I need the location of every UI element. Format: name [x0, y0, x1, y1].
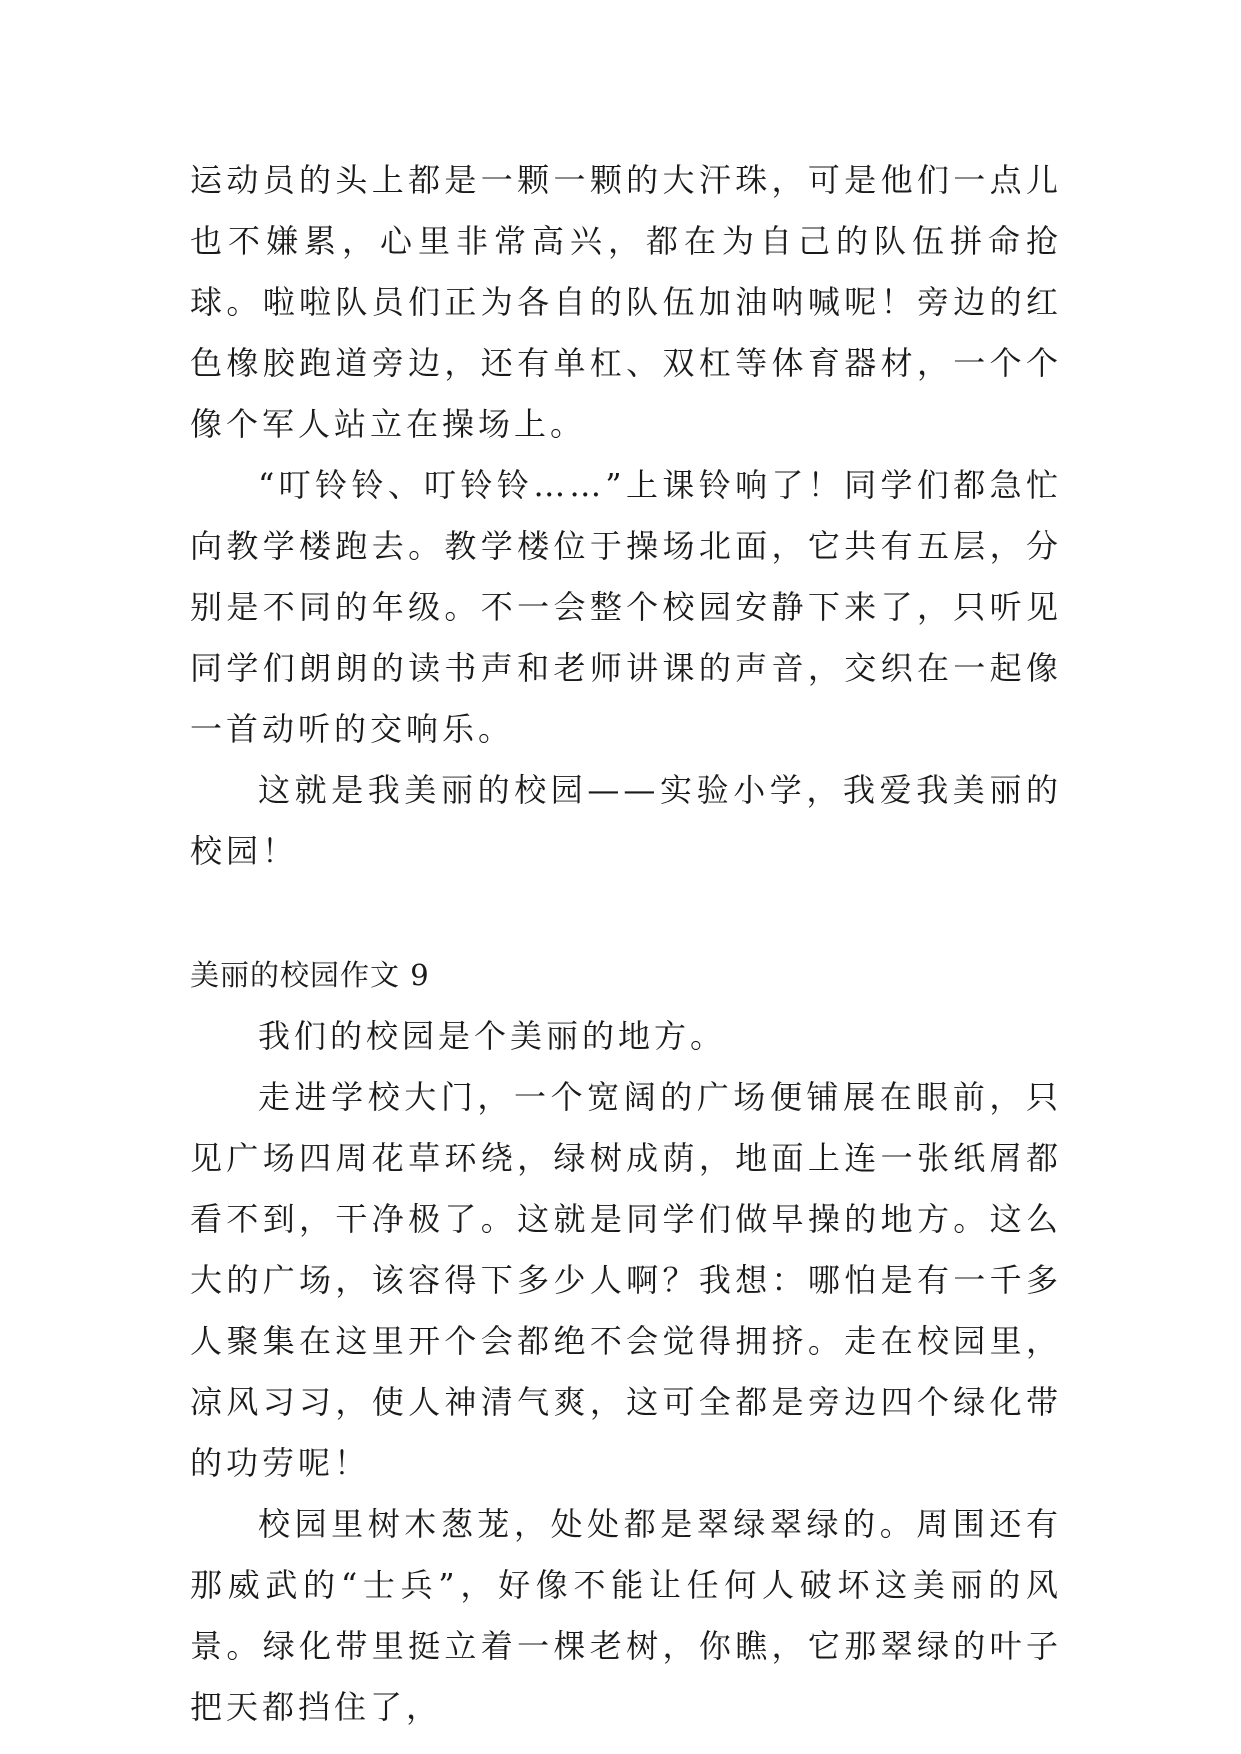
paragraph-bell: “叮铃铃、叮铃铃……”上课铃响了！同学们都急忙向教学楼跑去。教学楼位于操场北面，它共有五层，分别是不同的年级。不一会整个校园安静下来了，只听见同学们朗朗的读书声和老师讲课的声音，交织在一起像一首动听的交响乐。	[190, 466, 1062, 748]
paragraph-continuation: 运动员的头上都是一颗一颗的大汗珠，可是他们一点儿也不嫌累，心里非常高兴，都在为自己的队伍拼命抢球。啦啦队员们正为各自的队伍加油呐喊呢！旁边的红色橡胶跑道旁边，还有单杠、双杠等体育器材，一个个像个军人站立在操场上。	[190, 161, 1062, 443]
paragraph-trees: 校园里树木葱茏，处处都是翠绿翠绿的。周围还有那威武的“士兵”，好像不能让任何人破坏这美丽的风景。绿化带里挺立着一棵老树，你瞧，它那翠绿的叶子把天都挡住了，	[190, 1505, 1062, 1726]
paragraph-conclusion: 这就是我美丽的校园——实验小学，我爱我美丽的校园！	[190, 771, 1062, 870]
essay-title: 美丽的校园作文 9	[190, 958, 430, 992]
paragraph-intro: 我们的校园是个美丽的地方。	[258, 1017, 727, 1055]
paragraph-square: 走进学校大门，一个宽阔的广场便铺展在眼前，只见广场四周花草环绕，绿树成荫，地面上连一张纸屑都看不到，干净极了。这就是同学们做早操的地方。这么大的广场，该容得下多少人啊？我想：哪怕是有一千多人聚集在这里开个会都绝不会觉得拥挤。走在校园里，凉风习习，使人神清气爽，这可全都是旁边四个绿化带的功劳呢！	[190, 1078, 1062, 1482]
document-page	[190, 150, 1062, 1738]
